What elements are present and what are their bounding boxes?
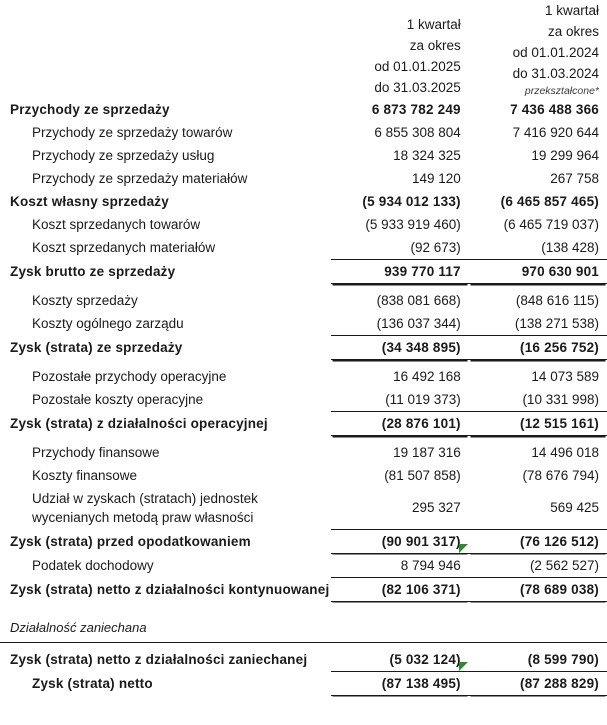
header-q1-2024-line2: za okres [547,24,599,39]
table-row [0,121,607,144]
table-row-subtotal [0,260,607,284]
row-value-q1-2025: (34 348 895) [331,336,469,360]
row-value-q1-2024: (848 616 115) [515,293,599,308]
section-heading-label: Działalność zaniechana [10,619,147,635]
row-value-q1-2025: 6 873 782 249 [371,102,461,117]
row-value-q1-2025: 16 492 168 [393,369,461,384]
row-value-q1-2025: (838 081 668) [376,293,461,308]
row-value-q1-2025: (5 032 124) [331,648,469,672]
header-q1-2025-line2: za okres [409,38,461,53]
table-row [0,312,607,336]
row-value-q1-2025: 19 187 316 [393,445,461,460]
table-row [0,553,607,577]
table-row [0,365,607,388]
table-row [0,144,607,167]
row-value-q1-2024: (16 256 752) [469,336,607,360]
row-label: Koszty finansowe [32,468,138,483]
row-value-q1-2025: 149 120 [411,171,461,186]
row-spacer [0,601,607,612]
row-value-q1-2024: (87 288 829) [469,671,607,695]
row-label: Przychody ze sprzedaży materiałów [32,171,248,186]
table-row [0,441,607,464]
header-row [0,0,607,98]
row-value-q1-2025: 18 324 325 [393,148,461,163]
table-body [0,98,607,695]
table-row [0,167,607,190]
table-row-subtotal [0,529,607,553]
row-value-q1-2024: (78 689 038) [469,577,607,601]
header-label-spacer [0,0,331,98]
row-label: Zysk (strata) netto z działalności zaniechanej [10,651,308,667]
table-header [0,0,607,98]
row-value-q1-2025: (5 934 012 133) [362,194,461,209]
section-heading-discontinued [0,612,607,639]
row-value-q1-2025: (87 138 495) [331,671,469,695]
row-label: Koszt sprzedanych towarów [32,217,201,232]
row-value-q1-2024: 14 496 018 [531,445,599,460]
header-q1-2024-note: przekształcone* [524,85,599,97]
row-value-q1-2024: (10 331 998) [469,388,607,412]
table-row-total [0,671,607,695]
row-label: Przychody ze sprzedaży [10,102,170,117]
row-value-q1-2024: (6 465 719 037) [503,217,599,232]
row-value-q1-2025: (5 933 919 460) [365,217,461,232]
table-row [0,648,607,672]
row-value-q1-2024: 7 436 488 366 [510,102,599,117]
header-q1-2024-line3: od 01.01.2024 [512,45,599,60]
row-value-q1-2024: 14 073 589 [531,369,599,384]
table-row-subtotal [0,577,607,601]
row-label: Zysk (strata) ze sprzedaży [10,340,183,355]
header-column-q1-2025 [331,0,469,98]
row-value-q1-2024: 267 758 [550,171,599,186]
row-label: Koszty sprzedaży [32,293,138,308]
row-value-q1-2025: 8 794 946 [331,553,469,577]
row-value-q1-2025: (90 901 317) [331,529,469,553]
table-row [0,487,607,529]
row-value-q1-2024: (12 515 161) [469,412,607,436]
row-value-q1-2024: (2 562 527) [469,553,607,577]
row-label: Przychody ze sprzedaży usług [32,148,215,163]
row-value-q1-2024: (78 676 794) [522,468,599,483]
header-q1-2025-line4: do 31.03.2025 [374,80,461,95]
header-q1-2025-line3: od 01.01.2025 [374,59,461,74]
row-label: Koszt sprzedanych materiałów [32,240,216,256]
row-value-q1-2025: 295 327 [331,487,469,529]
table-row [0,213,607,236]
row-label: Zysk (strata) z działalności operacyjnej [10,416,268,431]
row-value-q1-2025: (136 037 344) [331,312,469,336]
table-row [0,98,607,121]
row-value-q1-2025: (82 106 371) [331,577,469,601]
row-value-q1-2024: 569 425 [469,487,607,529]
row-value-q1-2025: (92 673) [331,236,469,260]
row-value-q1-2025: 939 770 117 [331,260,469,284]
row-label: Podatek dochodowy [32,557,154,573]
header-column-q1-2024 [469,0,607,98]
row-value-q1-2024: (138 428) [469,236,607,260]
table-row [0,388,607,412]
table-row [0,464,607,487]
row-value-q1-2025: 6 855 308 804 [374,125,461,140]
row-label: Przychody ze sprzedaży towarów [32,125,233,140]
table-row [0,289,607,312]
row-label: Zysk brutto ze sprzedaży [10,264,176,279]
row-label: Pozostałe przychody operacyjne [32,369,227,384]
table-row [0,236,607,260]
row-label: Zysk (strata) przed opodatkowaniem [10,533,251,549]
row-value-q1-2025: (11 019 373) [331,388,469,412]
table-row-subtotal [0,412,607,436]
row-label: Pozostałe koszty operacyjne [32,392,204,408]
row-value-q1-2025: (81 507 858) [384,468,461,483]
row-label: Zysk (strata) netto [32,675,153,691]
header-q1-2025-line1: 1 kwartał [406,17,461,32]
table-row-subtotal [0,336,607,360]
row-value-q1-2024: (138 271 538) [469,312,607,336]
header-q1-2024-line4: do 31.03.2024 [512,66,599,81]
row-label: Przychody finansowe [32,445,160,460]
row-value-q1-2024: 7 416 920 644 [512,125,599,140]
row-label: Zysk (strata) netto z działalności kontynuowanej [10,581,330,597]
header-q1-2024-line1: 1 kwartał [544,3,599,18]
row-value-q1-2024: 19 299 964 [531,148,599,163]
row-value-q1-2025: (28 876 101) [331,412,469,436]
row-value-q1-2024: (6 465 857 465) [500,194,599,209]
table-row [0,190,607,213]
row-label: Koszty ogólnego zarządu [32,316,184,332]
row-value-q1-2024: (76 126 512) [469,529,607,553]
row-label: Udział w zyskach (stratach) jednostek wycenianych metodą praw własności [32,491,258,525]
row-value-q1-2024: (8 599 790) [469,648,607,672]
row-value-q1-2024: 970 630 901 [469,260,607,284]
row-label: Koszt własny sprzedaży [10,194,169,209]
